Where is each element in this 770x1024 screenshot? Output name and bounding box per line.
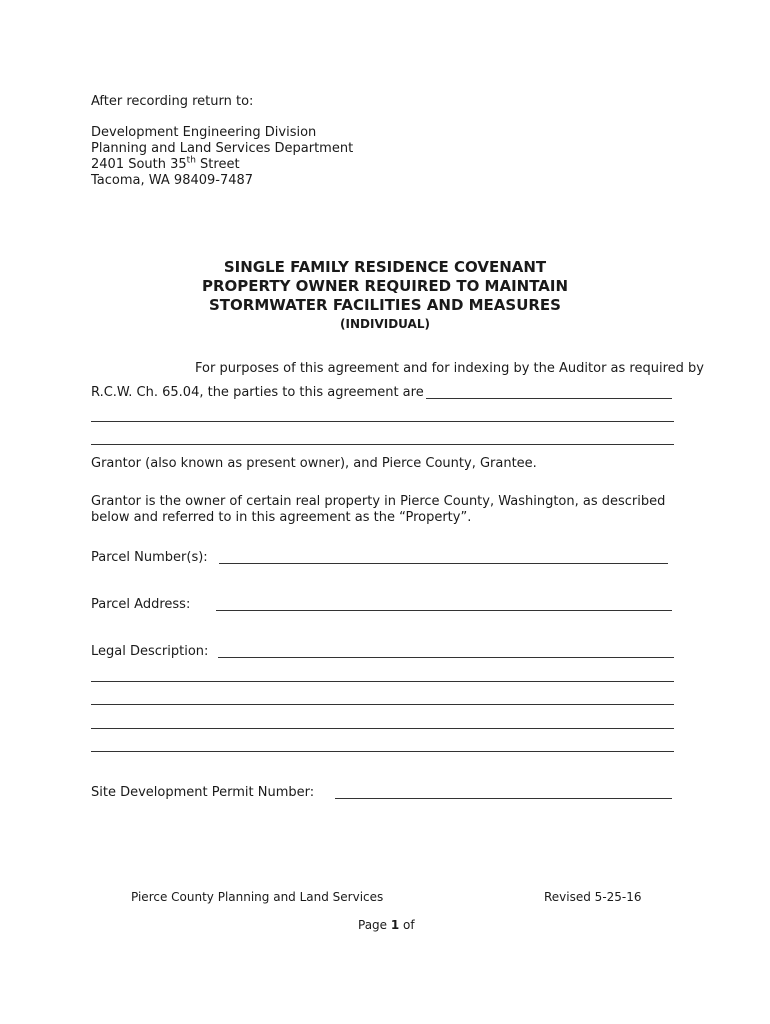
property-paragraph-line-1: Grantor is the owner of certain real property in Pierce County, Washington, as described	[91, 494, 666, 509]
document-subtitle: (INDIVIDUAL)	[340, 317, 430, 331]
return-address-line-1: Development Engineering Division	[91, 125, 317, 140]
legal-description-label: Legal Description:	[91, 644, 209, 659]
parcel-address-field[interactable]	[216, 610, 672, 611]
parcel-numbers-label: Parcel Number(s):	[91, 550, 208, 565]
parties-continuation-line-2[interactable]	[91, 444, 674, 445]
legal-description-line-3[interactable]	[91, 704, 674, 705]
page-number	[358, 917, 415, 933]
document-title-line-1: SINGLE FAMILY RESIDENCE COVENANT	[223, 258, 547, 276]
return-heading: After recording return to:	[91, 94, 254, 109]
document-title-line-2: PROPERTY OWNER REQUIRED TO MAINTAIN	[201, 277, 569, 295]
site-permit-field[interactable]	[335, 798, 672, 799]
parties-paragraph-line-1: For purposes of this agreement and for indexing by the Auditor as required by	[195, 361, 704, 376]
return-address-line-3	[91, 157, 240, 173]
parties-blank-line[interactable]	[426, 398, 672, 399]
legal-description-line-4[interactable]	[91, 728, 674, 729]
property-paragraph-line-2: below and referred to in this agreement as the “Property”.	[91, 510, 472, 525]
parcel-numbers-field[interactable]	[219, 563, 668, 564]
parties-paragraph-line-2: R.C.W. Ch. 65.04, the parties to this agreement are	[91, 385, 424, 400]
street-suffix: Street	[195, 157, 240, 172]
street-prefix: 2401 South 35	[91, 157, 187, 172]
grantor-statement: Grantor (also known as present owner), and Pierce County, Grantee.	[91, 456, 537, 471]
legal-description-line-2[interactable]	[91, 681, 674, 682]
page-prefix: Page	[358, 918, 391, 932]
return-address-line-2: Planning and Land Services Department	[91, 141, 354, 156]
legal-description-field[interactable]	[218, 657, 674, 658]
parties-continuation-line-1[interactable]	[91, 421, 674, 422]
page-suffix: of	[399, 918, 415, 932]
site-permit-label: Site Development Permit Number:	[91, 785, 315, 800]
page-current: 1	[390, 918, 400, 932]
parcel-address-label: Parcel Address:	[91, 597, 191, 612]
footer-revision: Revised 5-25-16	[544, 890, 642, 904]
street-suffix-superscript: th	[186, 155, 196, 166]
document-title-line-3: STORMWATER FACILITIES AND MEASURES	[209, 296, 561, 314]
legal-description-line-5[interactable]	[91, 751, 674, 752]
return-address-line-4: Tacoma, WA 98409-7487	[91, 173, 254, 188]
footer-department: Pierce County Planning and Land Services	[131, 890, 384, 904]
